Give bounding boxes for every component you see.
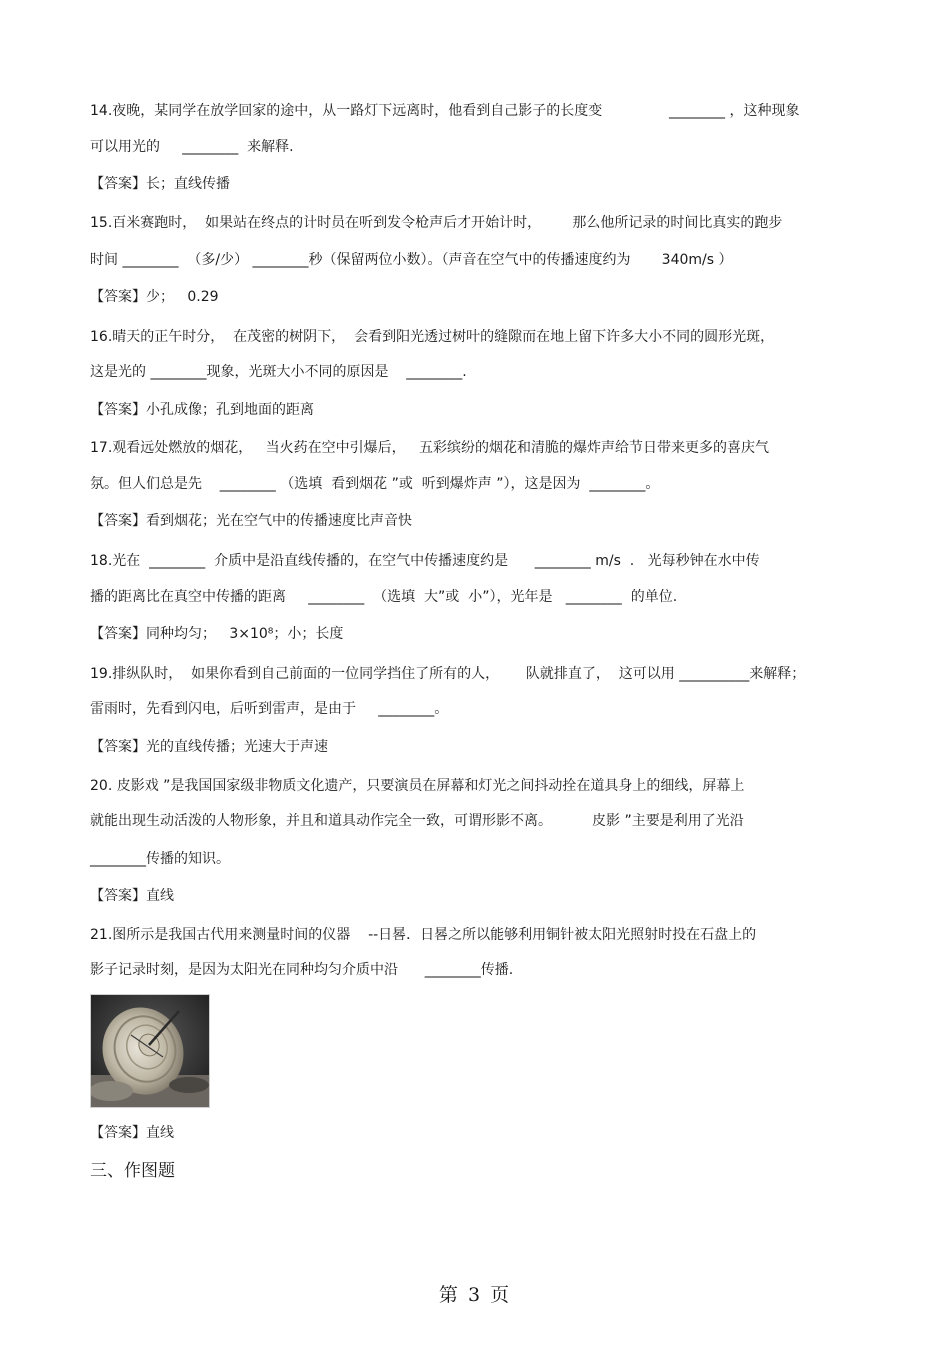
section-heading: 三、作图题 [90,1161,175,1181]
question-20-line-3: ________传播的知识。 [90,851,230,867]
answer-20: 【答案】直线 [90,888,174,904]
question-18-line-2: 播的距离比在真空中传播的距离 ________ （选填 大”或 小”），光年是 ________ 的单位. [90,589,678,605]
question-19-line-1: 19.排纵队时， 如果你看到自己前面的一位同学挡住了所有的人， 队就排直了， 这可以用 __________来解释； [90,666,806,682]
question-14-line-1: 14.夜晚，某同学在放学回家的途中，从一路灯下远离时，他看到自己影子的长度变 ________ ，这种现象 [90,103,800,119]
question-21-line-1: 21.图所示是我国古代用来测量时间的仪器 --日晷．日晷之所以能够利用铜针被太阳光照射时投在石盘上的 [90,927,757,943]
question-17-line-2: 氛。但人们总是先 ________ （选填 看到烟花 ”或 听到爆炸声 ”），这是因为 ________。 [90,476,660,492]
answer-16: 【答案】小孔成像；孔到地面的距离 [90,402,314,418]
answer-19: 【答案】光的直线传播；光速大于声速 [90,739,328,755]
sundial-photo [90,994,210,1108]
question-17-line-1: 17.观看远处燃放的烟花， 当火药在空中引爆后， 五彩缤纷的烟花和清脆的爆炸声给节日带来更多的喜庆气 [90,440,769,456]
answer-14: 【答案】长；直线传播 [90,176,230,192]
question-15-line-1: 15.百米赛跑时， 如果站在终点的计时员在听到发令枪声后才开始计时， 那么他所记录的时间比真实的跑步 [90,215,783,231]
answer-21: 【答案】直线 [90,1125,174,1141]
question-15-line-2: 时间 ________ （多/少） ________秒（保留两位小数）。（声音在空气中的传播速度约为 340m/s ） [90,252,733,268]
question-19-line-2: 雷雨时，先看到闪电，后听到雷声，是由于 ________。 [90,701,449,717]
question-20-line-2: 就能出现生动活泼的人物形象，并且和道具动作完全一致，可谓形影不离。 皮影 ”主要是利用了光沿 [90,813,744,829]
question-21-line-2: 影子记录时刻，是因为太阳光在同种均匀介质中沿 ________传播. [90,962,514,978]
page-number: 第 3 页 [438,1284,512,1306]
question-16-line-1: 16.晴天的正午时分， 在茂密的树阴下， 会看到阳光透过树叶的缝隙而在地上留下许多大小不同的圆形光斑， [90,329,775,345]
answer-15: 【答案】少； 0.29 [90,289,219,305]
question-18-line-1: 18.光在 ________ 介质中是沿直线传播的，在空气中传播速度约是 ________ m/s . 光每秒钟在水中传 [90,553,760,569]
question-20-line-1: 20. 皮影戏 ”是我国国家级非物质文化遗产，只要演员在屏幕和灯光之间抖动拴在道具身上的细线，屏幕上 [90,778,745,794]
question-16-line-2: 这是光的 ________现象，光斑大小不同的原因是 ________. [90,364,467,380]
sundial-image [91,995,209,1107]
question-14-line-2: 可以用光的 ________ 来解释. [90,139,294,155]
answer-18: 【答案】同种均匀； 3×10⁸；小；长度 [90,626,344,642]
answer-17: 【答案】看到烟花；光在空气中的传播速度比声音快 [90,513,412,529]
